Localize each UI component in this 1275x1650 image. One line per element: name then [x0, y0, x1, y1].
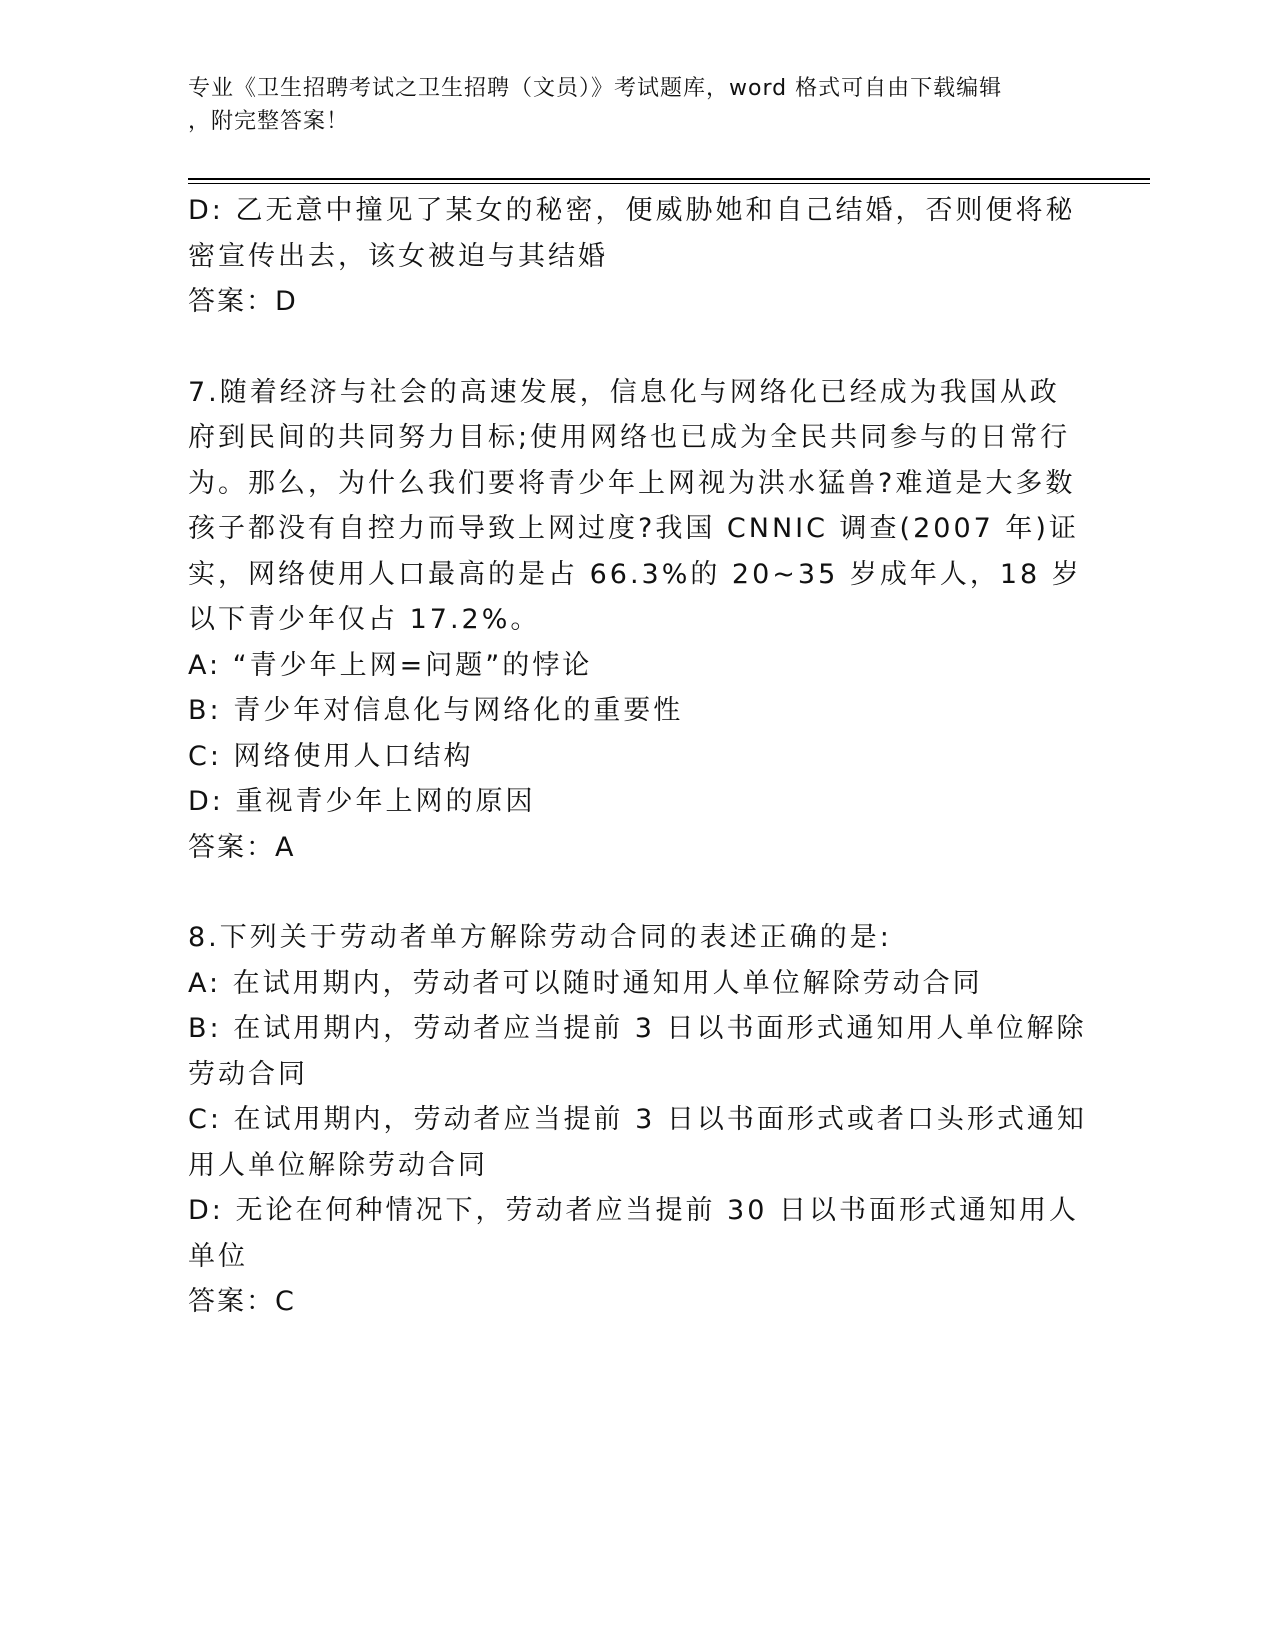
header-line-2: ，附完整答案！ [188, 109, 350, 134]
q7-option-b: B: 青少年对信息化与网络化的重要性 [188, 695, 684, 726]
q8-option-c: C: 在试用期内，劳动者应当提前 3 日以书面形式或者口头形式通知用人单位解除劳动合同 [188, 1104, 1087, 1181]
spacer [188, 870, 1088, 915]
q8-option-b: B: 在试用期内，劳动者应当提前 3 日以书面形式通知用人单位解除劳动合同 [188, 1013, 1087, 1090]
q7-answer: 答案：A [188, 831, 296, 863]
q7-option-d: D: 重视青少年上网的原因 [188, 786, 536, 817]
q8-answer: 答案：C [188, 1286, 296, 1317]
q7-stem: 7.随着经济与社会的高速发展，信息化与网络化已经成为我国从政府到民间的共同努力目标;使用网络也已成为全民共同参与的日常行为。那么，为什么我们要将青少年上网视为洪水猛兽?难道是大多数孩子都没有自控力而导致上网过度?我国 CNNIC 调查(2007 年)证实，网络使用人口最高的是占 66.3%的 20~35 岁成年人，18 岁以下青少年仅占 17.2%。 [188, 376, 1082, 635]
document-header [188, 72, 1088, 138]
q7-option-c: C: 网络使用人口结构 [188, 740, 474, 772]
question-8 [188, 915, 1088, 1325]
header-rule-thin [188, 183, 1150, 184]
q6-option-d: D: 乙无意中撞见了某女的秘密，便威胁她和自己结婚，否则便将秘密宣传出去，该女被迫与其结婚 [188, 195, 1076, 272]
spacer [188, 325, 1088, 370]
q8-stem: 8.下列关于劳动者单方解除劳动合同的表述正确的是: [188, 922, 892, 953]
q7-option-a: A: “青少年上网=问题”的悖论 [188, 649, 593, 681]
header-rule-thick [188, 178, 1150, 180]
q6-answer: 答案：D [188, 286, 298, 317]
q8-option-a: A: 在试用期内，劳动者可以随时通知用人单位解除劳动合同 [188, 967, 983, 999]
question-6 [188, 188, 1088, 325]
question-7 [188, 370, 1088, 871]
header-line-1: 专业《卫生招聘考试之卫生招聘（文员）》考试题库，word 格式可自由下载编辑 [188, 76, 1003, 101]
q8-option-d: D: 无论在何种情况下，劳动者应当提前 30 日以书面形式通知用人单位 [188, 1195, 1079, 1272]
document-body [188, 188, 1088, 1325]
